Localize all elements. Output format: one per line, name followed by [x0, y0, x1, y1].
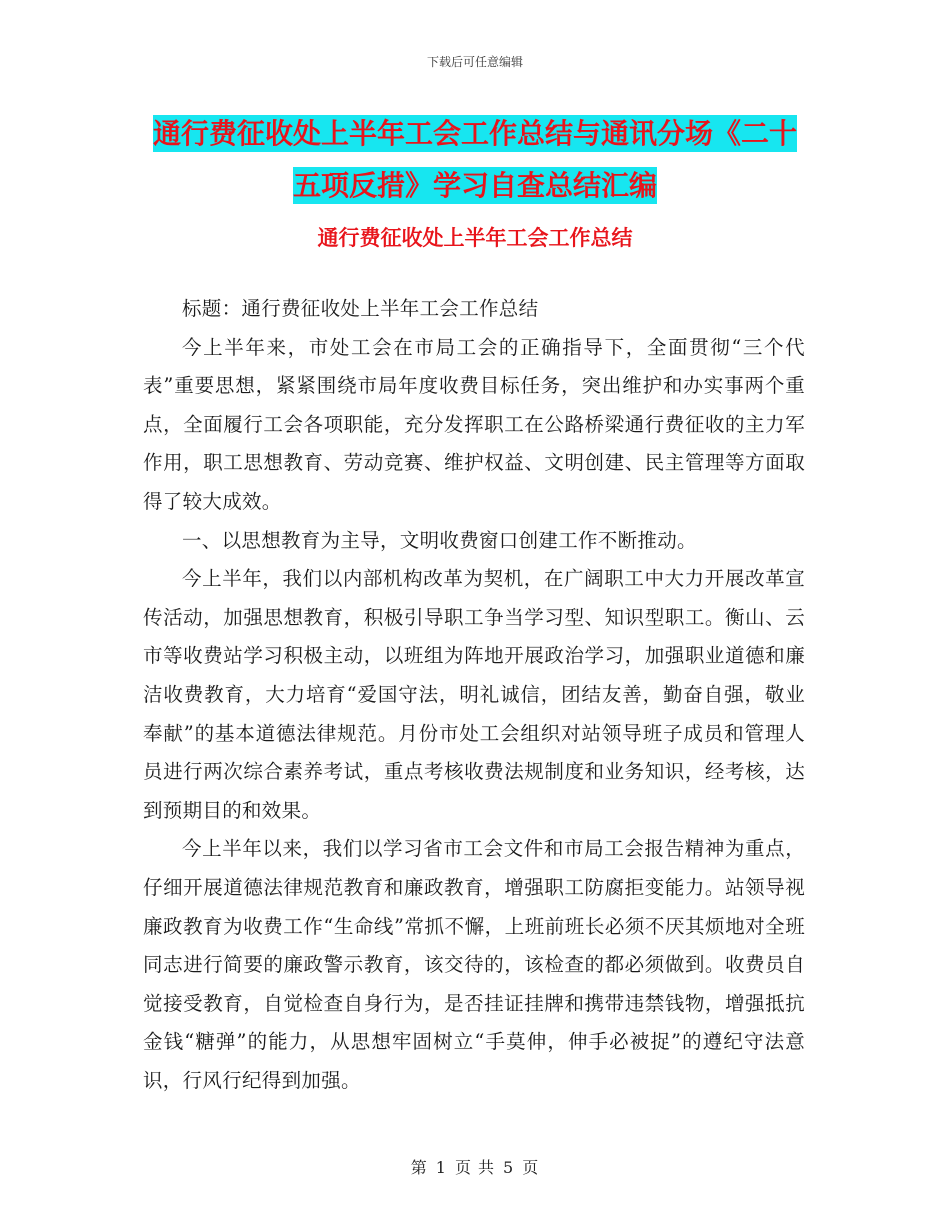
footer-suffix: 页 — [522, 1158, 540, 1177]
page-footer — [0, 1155, 950, 1178]
main-title-highlight: 通行费征收处上半年工会工作总结与通讯分场《二十五项反措》学习自查总结汇编 — [152, 117, 797, 202]
header-note: 下载后可任意编辑 — [426, 55, 523, 69]
paragraph-heading-line: 标题：通行费征收处上半年工会工作总结 — [182, 297, 539, 320]
footer-prefix: 第 — [410, 1158, 428, 1177]
section-title: 通行费征收处上半年工会工作总结 — [317, 226, 633, 250]
footer-middle: 页 共 — [454, 1158, 496, 1177]
paragraph-integrity: 今上半年以来，我们以学习省市工会文件和市局工会报告精神为重点，仔细开展道德法律规范教育和廉政教育，增强职工防腐拒变能力。站领导视廉政教育为收费工作“生命线”常抓不懈，上班前班长必须不厌其烦地对全班同志进行简要的廉政警示教育，该交待的，该检查的都必须做到。收费员自觉接受教育，自觉检查自身行为，是否挂证挂牌和携带违禁钱物，增强抵抗金钱“糖弹”的能力，从思想牢固树立“手莫伸，伸手必被捉”的遵纪守法意识，行风行纪得到加强。 — [143, 837, 805, 1092]
footer-page-number: 1 — [435, 1158, 447, 1177]
footer-total-pages: 5 — [503, 1158, 515, 1177]
paragraph-education: 今上半年，我们以内部机构改革为契机，在广阔职工中大力开展改革宣传活动，加强思想教育，积极引导职工争当学习型、知识型职工。衡山、云市等收费站学习积极主动，以班组为阵地开展政治学习，加强职业道德和廉洁收费教育，大力培育“爱国守法，明礼诚信，团结友善，勤奋自强，敬业奉献”的基本道德法律规范。月份市处工会组织对站领导班子成员和管理人员进行两次综合素养考试，重点考核收费法规制度和业务知识，经考核，达到预期目的和效果。 — [143, 567, 805, 822]
paragraph-intro: 今上半年来，市处工会在市局工会的正确指导下，全面贯彻“三个代表”重要思想，紧紧围绕市局年度收费目标任务，突出维护和办实事两个重点，全面履行工会各项职能，充分发挥职工在公路桥梁通行费征收的主力军作用，职工思想教育、劳动竞赛、维护权益、文明创建、民主管理等方面取得了较大成效。 — [143, 335, 805, 513]
document-main-title — [145, 108, 805, 212]
paragraph-section-one-heading: 一、以思想教育为主导，文明收费窗口创建工作不断推动。 — [182, 528, 697, 552]
document-body — [143, 290, 805, 1100]
